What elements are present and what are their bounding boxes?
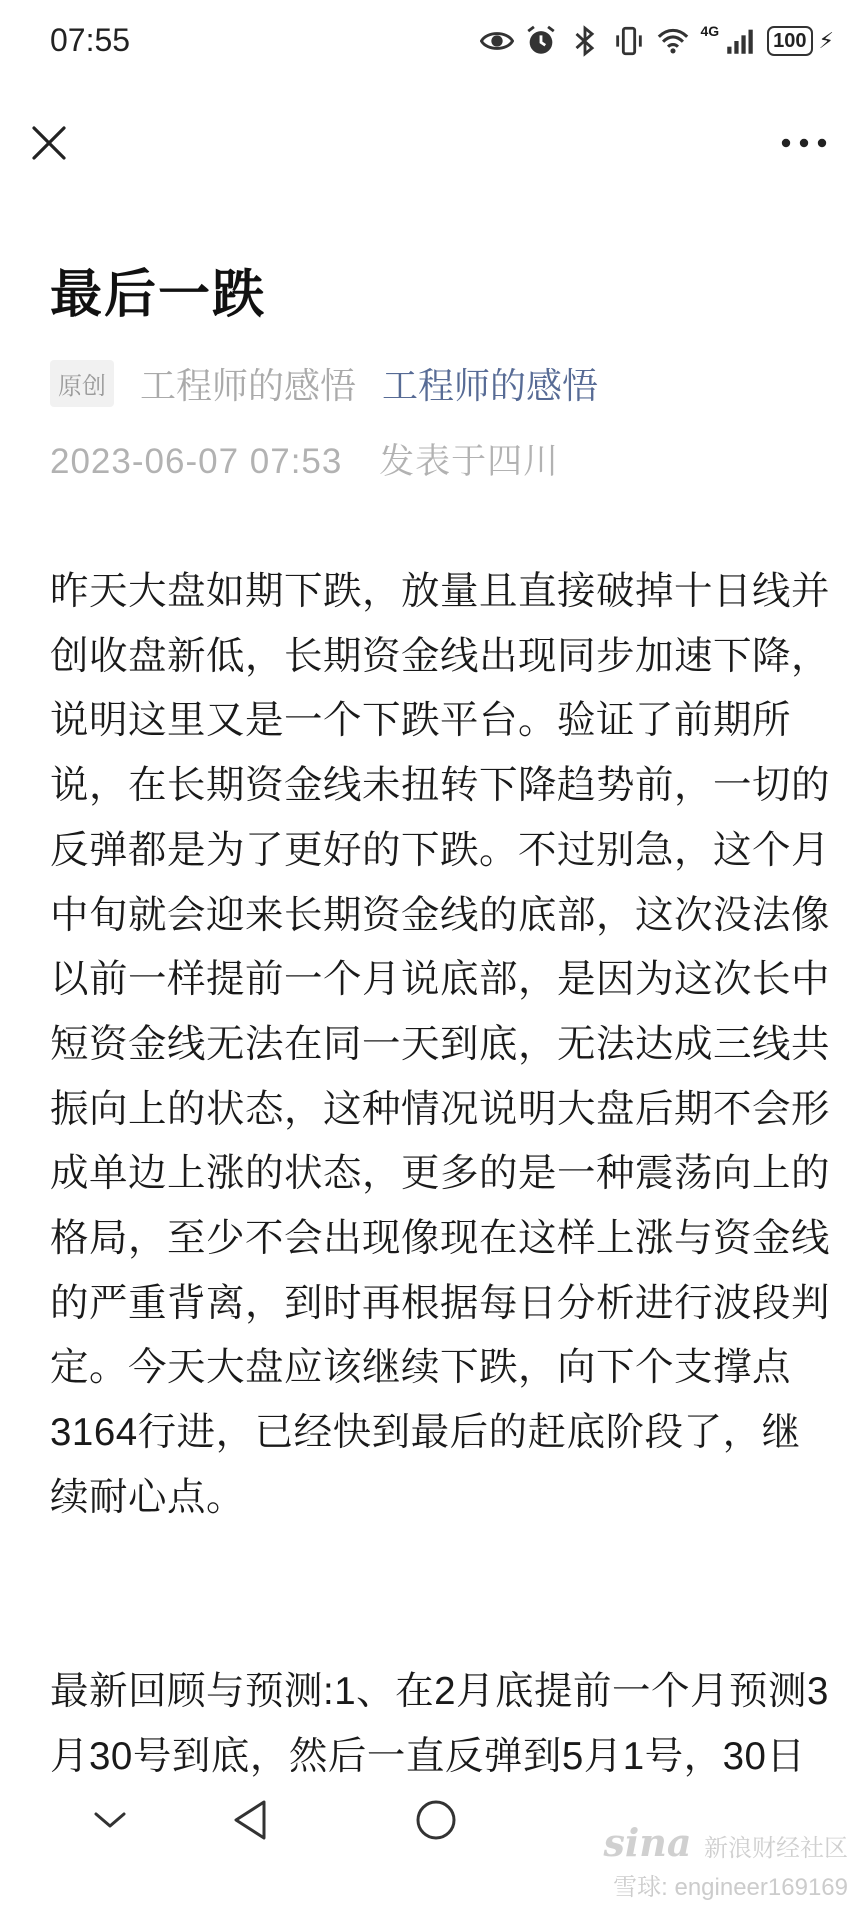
paragraph: 最新回顾与预测:1、在2月底提前一个月预测3月30号到底，然后一直反弹到5月1号，30日	[50, 1670, 829, 1778]
watermark-user: 雪球: engineer169169	[613, 1874, 848, 1901]
article-body	[50, 560, 831, 1778]
network-type: 4G	[700, 23, 720, 39]
signal-icon	[723, 24, 757, 58]
home-icon[interactable]	[414, 1798, 458, 1847]
paragraph: 昨天大盘如期下跌，放量且直接破掉十日线并创收盘新低，长期资金线出现同步加速下降，说明这里又是一个下跌平台。验证了前期所说，在长期资金线未扭转下降趋势前，一切的反弹都是为了更好的下跌。不过别急，这个月中旬就会迎来长期资金线的底部，这次没法像以前一样提前一个月说底部，是因为这次长中短资金线无法在同一天到底，无法达成三线共振向上的状态，这种情况说明大盘后期不会形成单边上涨的状态，更多的是一种震荡向上的格局，至少不会出现像现在这样上涨与资金线的严重背离，到时再根据每日分析进行波段判定。今天大盘应该继续下跌，向下个支撑点3164行进，已经快到最后的赶底阶段了，继续耐心点。	[50, 570, 831, 1519]
alarm-icon	[524, 24, 558, 58]
watermark-site: 新浪财经社区	[704, 1835, 848, 1862]
more-icon[interactable]	[780, 130, 828, 156]
battery-icon: 100	[767, 26, 812, 56]
status-icons	[480, 24, 834, 58]
wifi-icon	[656, 24, 690, 58]
original-tag: 原创	[50, 360, 114, 407]
account-link[interactable]: 工程师的感悟	[382, 365, 599, 406]
author-name: 工程师的感悟	[140, 365, 357, 406]
publish-info	[50, 434, 559, 484]
back-icon[interactable]	[230, 1798, 270, 1847]
publish-location: 发表于四川	[379, 442, 560, 481]
sina-logo: sina	[603, 1820, 692, 1865]
article-title: 最后一跌	[50, 266, 267, 324]
status-time: 07:55	[50, 22, 131, 58]
bluetooth-icon	[568, 24, 602, 58]
publish-datetime: 2023-06-07 07:53	[50, 442, 343, 481]
top-nav	[0, 100, 868, 190]
status-bar	[0, 0, 868, 90]
article-meta	[50, 358, 598, 409]
charging-icon: ⚡	[818, 28, 834, 53]
close-icon[interactable]	[28, 122, 70, 164]
vibrate-icon	[612, 24, 646, 58]
watermark	[603, 1820, 848, 1902]
eye-icon	[480, 24, 514, 58]
collapse-icon[interactable]	[92, 1808, 128, 1837]
